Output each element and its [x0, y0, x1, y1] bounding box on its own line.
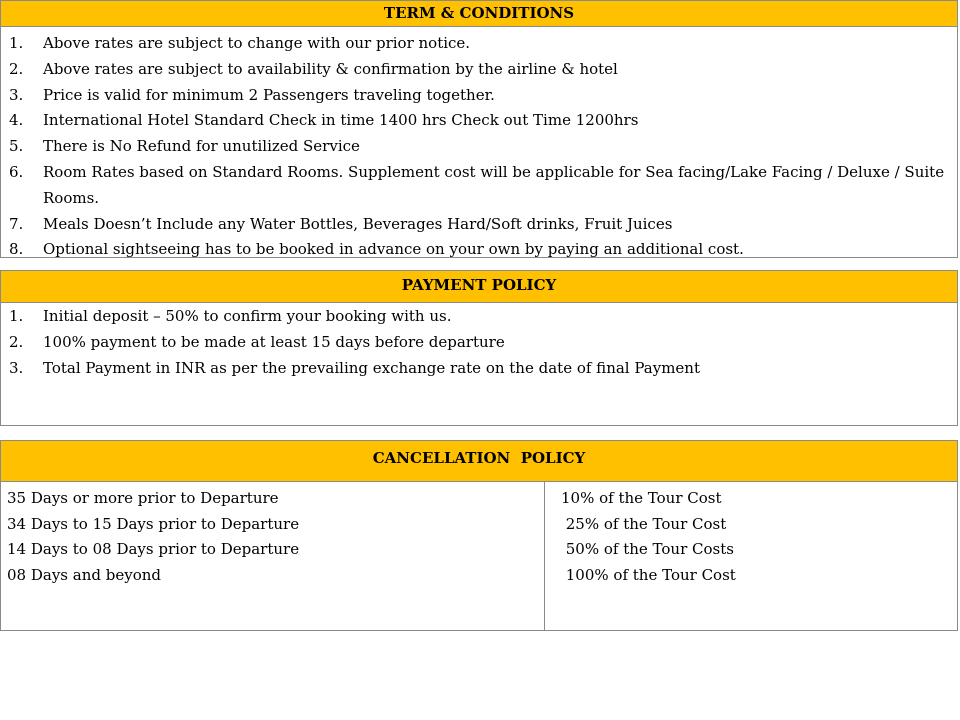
item-text: Price is valid for minimum 2 Passengers traveling together.	[43, 85, 495, 104]
item-number: 3.	[9, 85, 24, 104]
charge-cell: 100% of the Tour Cost	[561, 565, 736, 584]
list-item	[1, 108, 957, 134]
cancellation-header: CANCELLATION POLICY	[1, 441, 957, 482]
item-text: Above rates are subject to change with our prior notice.	[43, 34, 471, 52]
period-cell: 34 Days to 15 Days prior to Departure	[7, 514, 300, 533]
list-item	[1, 237, 957, 263]
item-text: Initial deposit – 50% to confirm your booking with us.	[43, 307, 452, 325]
item-number: 6.	[9, 162, 24, 181]
charge-cell: 50% of the Tour Costs	[561, 540, 734, 558]
item-number: 1.	[9, 307, 24, 325]
payment-list	[1, 303, 957, 381]
list-item	[1, 83, 957, 109]
cancellation-charges-column	[545, 482, 957, 630]
item-text: Optional sightseeing has to be booked in advance on your own by paying an additional cost.	[43, 240, 744, 259]
period-cell: 35 Days or more prior to Departure	[7, 489, 279, 507]
cancellation-section	[0, 440, 958, 631]
list-item	[1, 330, 957, 356]
terms-section	[0, 0, 958, 258]
item-text: There is No Refund for unutilized Service	[43, 137, 360, 156]
list-item	[1, 356, 957, 382]
item-text: Above rates are subject to availability & confirmation by the airline & hotel	[43, 59, 618, 78]
item-number: 2.	[9, 332, 24, 351]
payment-section	[0, 270, 958, 426]
period-cell: 08 Days and beyond	[7, 565, 161, 584]
item-number: 5.	[9, 137, 24, 156]
charge-cell: 25% of the Tour Cost	[561, 514, 727, 533]
list-item	[1, 57, 957, 83]
item-text: International Hotel Standard Check in time 1400 hrs Check out Time 1200hrs	[43, 111, 639, 130]
charge-cell: 10% of the Tour Cost	[561, 489, 722, 507]
item-text: 100% payment to be made at least 15 days before departure	[43, 332, 505, 351]
item-text: Meals Doesn’t Include any Water Bottles, Beverages Hard/Soft drinks, Fruit Juices	[43, 214, 673, 233]
item-number: 8.	[9, 240, 24, 259]
cancellation-periods-column	[1, 482, 545, 630]
list-item	[1, 134, 957, 160]
item-number: 3.	[9, 358, 24, 377]
item-number: 1.	[9, 34, 24, 52]
payment-header: PAYMENT POLICY	[1, 271, 957, 303]
item-number: 7.	[9, 214, 24, 233]
item-text: Total Payment in INR as per the prevailing exchange rate on the date of final Payment	[43, 358, 700, 377]
list-item	[1, 212, 957, 238]
period-cell: 14 Days to 08 Days prior to Departure	[7, 540, 300, 558]
list-item	[1, 304, 957, 330]
list-item	[1, 31, 957, 57]
terms-list	[1, 27, 957, 263]
item-number: 2.	[9, 59, 24, 78]
cancellation-table	[1, 482, 957, 630]
item-number: 4.	[9, 111, 24, 130]
terms-header: TERM & CONDITIONS	[1, 1, 957, 27]
item-text: Room Rates based on Standard Rooms. Supplement cost will be applicable for Sea facing/Lake Facing / Deluxe / Suite Rooms.	[43, 162, 945, 207]
list-item	[1, 160, 957, 212]
